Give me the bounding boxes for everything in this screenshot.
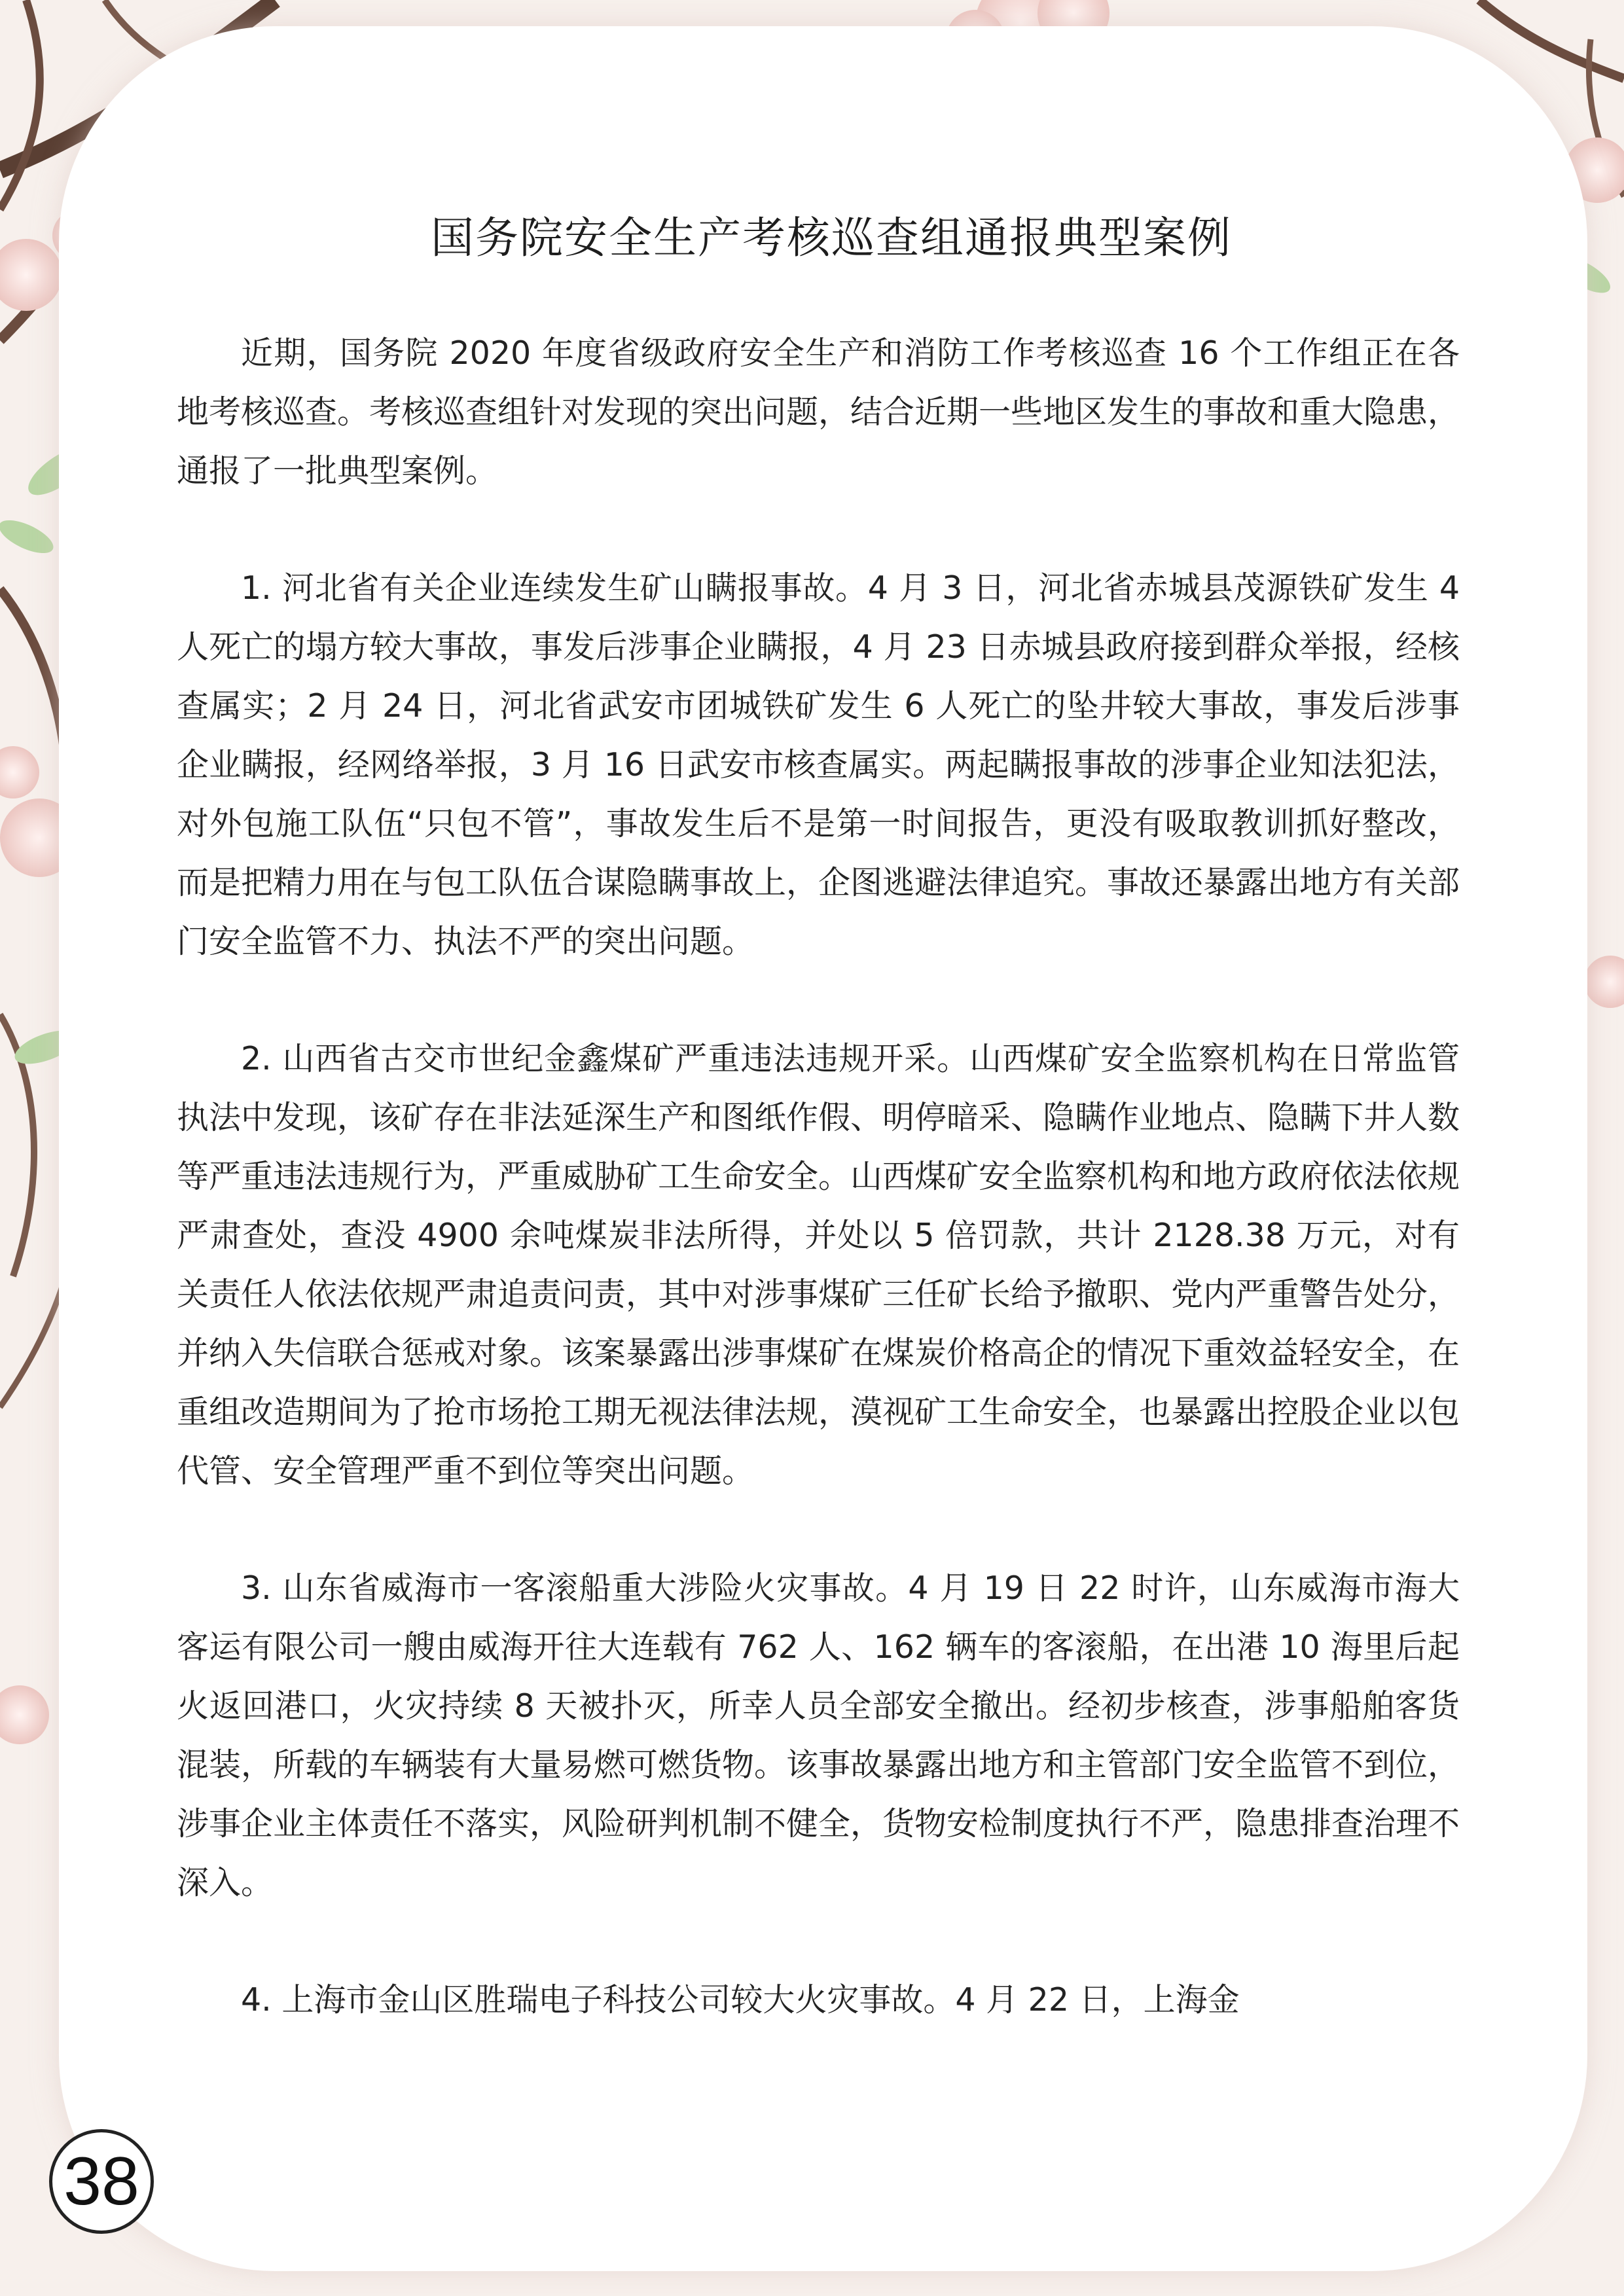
page-number-badge: 38 xyxy=(49,2129,154,2234)
paragraph-case-2: 2. 山西省古交市世纪金鑫煤矿严重违法违规开采。山西煤矿安全监察机构在日常监管执法中发现，该矿存在非法延深生产和图纸作假、明停暗采、隐瞒作业地点、隐瞒下井人数等严重违法违规行为，严重威胁矿工生命安全。山西煤矿安全监察机构和地方政府依法依规严肃查处，查没 4900 余吨煤炭非法所得，并处以 5 倍罚款，共计 2128.38 万元，对有关责任人依法依规严肃追责问责，其中对涉事煤矿三任矿长给予撤职、党内严重警告处分，并纳入失信联合惩戒对象。该案暴露出涉事煤矿在煤炭价格高企的情况下重效益轻安全，在重组改造期间为了抢市场抢工期无视法律法规，漠视矿工生命安全，也暴露出控股企业以包代管、安全管理严重不到位等突出问题。 xyxy=(177,1040,1460,1490)
paragraph-intro: 近期，国务院 2020 年度省级政府安全生产和消防工作考核巡查 16 个工作组正在各地考核巡查。考核巡查组针对发现的突出问题，结合近期一些地区发生的事故和重大隐患，通报了一批典型案例。 xyxy=(177,334,1460,490)
content-card xyxy=(59,26,1587,2271)
paragraph-case-3: 3. 山东省威海市一客滚船重大涉险火灾事故。4 月 19 日 22 时许，山东威海市海大客运有限公司一艘由威海开往大连载有 762 人、162 辆车的客滚船，在出港 10 海里后起火返回港口，火灾持续 8 天被扑灭，所幸人员全部安全撤出。经初步核查，涉事船舶客货混装，所载的车辆装有大量易燃可燃货物。该事故暴露出地方和主管部门安全监管不到位，涉事企业主体责任不落实，风险研判机制不健全，货物安检制度执行不严，隐患排查治理不深入。 xyxy=(177,1570,1460,1901)
paragraph-case-1: 1. 河北省有关企业连续发生矿山瞒报事故。4 月 3 日，河北省赤城县茂源铁矿发生 4 人死亡的塌方较大事故，事发后涉事企业瞒报，4 月 23 日赤城县政府接到群众举报，经核查属实；2 月 24 日，河北省武安市团城铁矿发生 6 人死亡的坠井较大事故，事发后涉事企业瞒报，经网络举报，3 月 16 日武安市核查属实。两起瞒报事故的涉事企业知法犯法，对外包施工队伍“只包不管”，事故发生后不是第一时间报告，更没有吸取教训抓好整改，而是把精力用在与包工队伍合谋隐瞒事故上，企图逃避法律追究。事故还暴露出地方有关部门安全监管不力、执法不严的突出问题。 xyxy=(177,569,1460,960)
article-body xyxy=(177,324,1460,2030)
page-title: 国务院安全生产考核巡查组通报典型案例 xyxy=(431,213,1232,263)
paragraph-case-4: 4. 上海市金山区胜瑞电子科技公司较大火灾事故。4 月 22 日，上海金 xyxy=(241,1981,1240,2018)
